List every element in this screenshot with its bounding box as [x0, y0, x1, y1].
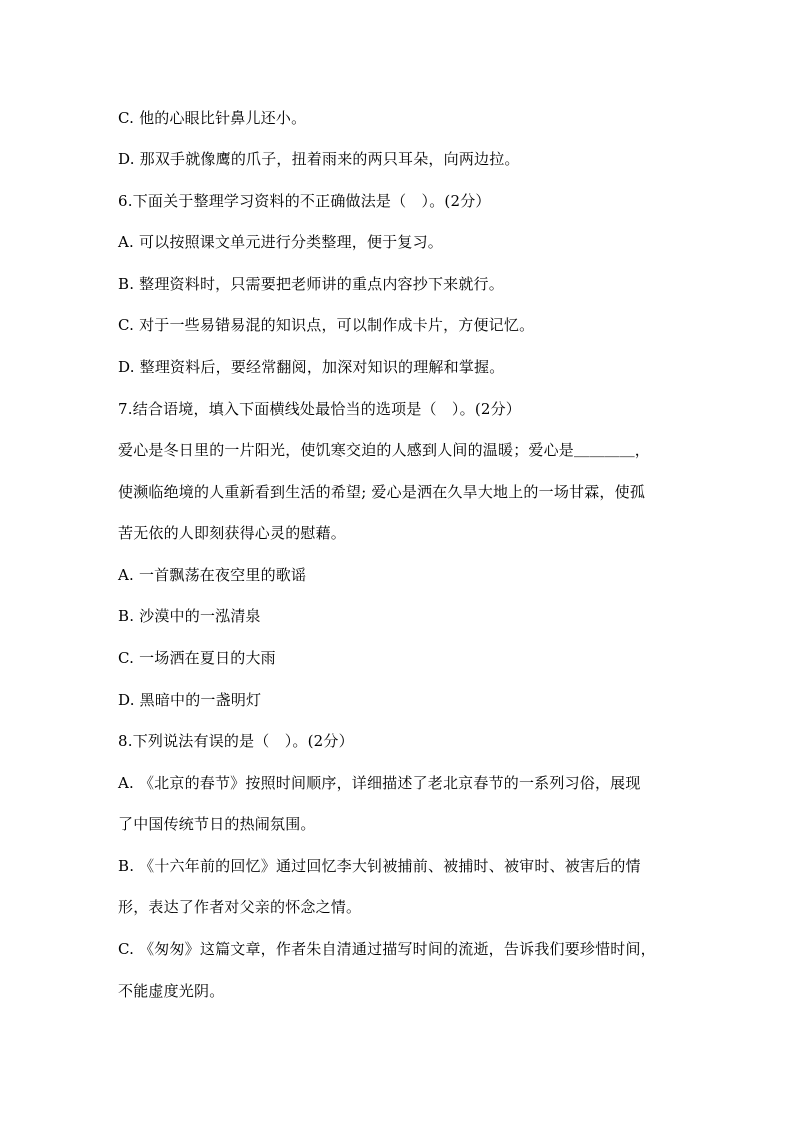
- option-d-q5: D. 那双手就像鹰的爪子，扭着雨来的两只耳朵，向两边拉。: [118, 150, 520, 168]
- option-a-q7: A. 一首飘荡在夜空里的歌谣: [118, 566, 307, 584]
- option-b-q6: B. 整理资料时，只需要把老师讲的重点内容抄下来就行。: [118, 275, 504, 293]
- option-a-q8-line-2: 了中国传统节日的热闹氛围。: [118, 815, 316, 833]
- passage-line-1: 爱心是冬日里的一片阳光，使饥寒交迫的人感到人间的温暖；爱心是＿＿＿＿，: [118, 441, 651, 459]
- option-c-q5: C. 他的心眼比针鼻儿还小。: [118, 109, 307, 127]
- option-c-q6: C. 对于一些易错易混的知识点，可以制作成卡片，方便记忆。: [118, 316, 535, 334]
- question-8: 8.下列说法有误的是（ ）。(2分）: [118, 732, 354, 750]
- option-d-q7: D. 黑暗中的一盏明灯: [118, 691, 262, 709]
- option-b-q8-line-2: 形，表达了作者对父亲的怀念之情。: [118, 898, 362, 916]
- option-d-q6: D. 整理资料后，要经常翻阅，加深对知识的理解和掌握。: [118, 358, 505, 376]
- question-6: 6.下面关于整理学习资料的不正确做法是（ ）。(2分）: [118, 192, 491, 210]
- option-b-q8-line-1: B. 《十六年前的回忆》通过回忆李大钊被捕前、被捕时、被审时、被害后的情: [118, 857, 641, 875]
- option-c-q7: C. 一场洒在夏日的大雨: [118, 649, 276, 667]
- question-7: 7.结合语境，填入下面横线处最恰当的选项是（ ）。(2分）: [118, 400, 522, 418]
- option-a-q8-line-1: A. 《北京的春节》按照时间顺序，详细描述了老北京春节的一系列习俗，展现: [118, 774, 641, 792]
- option-a-q6: A. 可以按照课文单元进行分类整理，便于复习。: [118, 233, 443, 251]
- option-c-q8-line-2: 不能虚度光阴。: [118, 982, 225, 1000]
- passage-line-2: 使濒临绝境的人重新看到生活的希望; 爱心是洒在久旱大地上的一场甘霖，使孤: [118, 483, 646, 501]
- passage-line-3: 苦无依的人即刻获得心灵的慰藉。: [118, 524, 347, 542]
- option-c-q8-line-1: C. 《匆匆》这篇文章，作者朱自清通过描写时间的流逝，告诉我们要珍惜时间，: [118, 940, 656, 958]
- option-b-q7: B. 沙漠中的一泓清泉: [118, 607, 261, 625]
